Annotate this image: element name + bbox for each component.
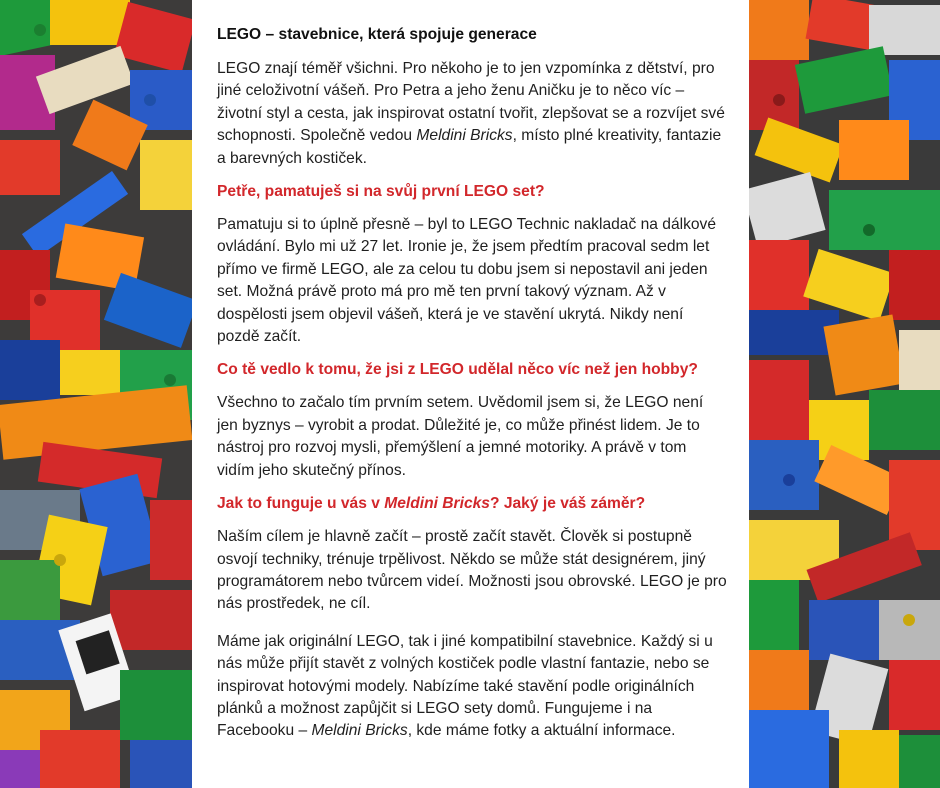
answer-3-continued: Máme jak originální LEGO, tak i jiné kompatibilní stavebnice. Každý si u nás může přijít stavět z volných kostiček podle vlastní fantazie, nebo se inspirovat hotovými modely. Nabízíme také stavění podle originálních plánků a možnost zapůjčit si LEGO sety domů. Fungujeme i na Facebooku – Meldini Bricks, kde máme fotky a aktuální informace. — [217, 632, 713, 740]
question-3: Jak to funguje u vás v Meldini Bricks? Jaký je váš záměr? — [217, 495, 646, 513]
article-title: LEGO – stavebnice, která spojuje generace — [217, 26, 537, 43]
lego-bricks-photo-left — [0, 0, 192, 788]
brand-name: Meldini Bricks — [311, 722, 408, 740]
answer-1: Pamatuju si to úplně přesně – byl to LEGO Technic nakladač na dálkové ovládání. Bylo mi už 27 let. Ironie je, že jsem předtím pracoval sedm let přímo ve firmě LEGO, ale za celou tu dobu jsem si nepostavil ani jeden set. Možná právě proto má pro mě ten první takový význam. Až v dospělosti jsem objevil vášeň, která je ve stavění ukrytá. Nikdy není pozdě začít. — [217, 216, 717, 346]
lego-bricks-pile-right — [749, 0, 940, 788]
brand-name: Meldini Bricks — [416, 127, 513, 145]
brand-name: Meldini Bricks — [384, 495, 490, 513]
answer-2: Všechno to začalo tím prvním setem. Uvědomil jsem si, že LEGO není jen byznys – vyrobit a prodat. Důležité je, co může přinést lidem. Je to nástroj pro rozvoj mysli, přemýšlení a jemné motoriky. A právě v tom vidím jeho skutečný přínos. — [217, 394, 704, 479]
lego-bricks-photo-right — [749, 0, 940, 788]
question-1: Petře, pamatuješ si na svůj první LEGO set? — [217, 183, 545, 201]
article — [192, 0, 749, 788]
question-2: Co tě vedlo k tomu, že jsi z LEGO udělal něco víc než jen hobby? — [217, 361, 698, 379]
intro-paragraph: LEGO znají téměř všichni. Pro někoho je to jen vzpomínka z dětství, pro jiné celoživotní vášeň. Pro Petra a jeho ženu Aničku je to něco víc – životní styl a cesta, jak inspirovat ostatní tvořit, zlepšovat se a rozvíjet své schopnosti. Společně vedou Meldini Bricks, místo plné kreativity, fantazie a barevných kostiček. — [217, 60, 725, 167]
lego-bricks-pile-left — [0, 0, 192, 788]
answer-3: Naším cílem je hlavně začít – prostě začít stavět. Člověk si postupně osvojí techniky, trénuje trpělivost. Někdo se může stát designérem, jiný programátorem nebo tvůrcem videí. Možnosti jsou obrovské. LEGO je pro nás prostředek, ne cíl. — [217, 528, 727, 613]
